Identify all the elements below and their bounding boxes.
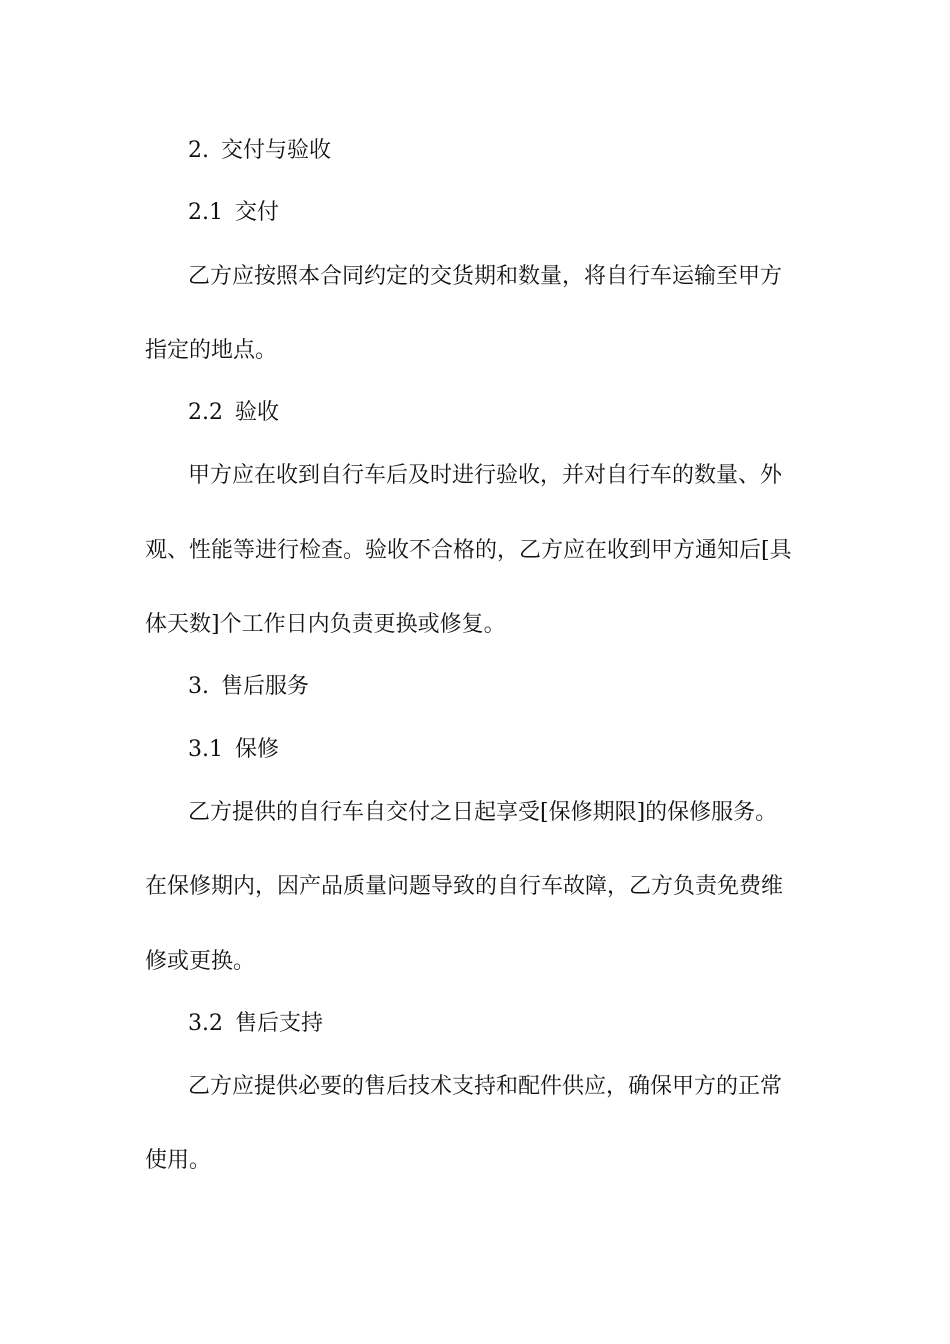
subsection-title: 验收 bbox=[235, 400, 280, 425]
paragraph-line: 乙方应提供必要的售后技术支持和配件供应，确保甲方的正常 bbox=[188, 1074, 783, 1099]
section-2-heading bbox=[0, 136, 950, 166]
paragraph-line: 在保修期内，因产品质量问题导致的自行车故障，乙方负责免费维 bbox=[145, 874, 784, 899]
section-number: 2. bbox=[188, 138, 209, 163]
paragraph-line: 使用。 bbox=[145, 1148, 212, 1173]
section-title: 售后服务 bbox=[221, 674, 310, 699]
subsection-number: 2.2 bbox=[188, 400, 223, 425]
paragraph-line: 乙方应按照本合同约定的交货期和数量，将自行车运输至甲方 bbox=[188, 264, 783, 289]
paragraph-line: 乙方提供的自行车自交付之日起享受[保修期限]的保修服务。 bbox=[188, 800, 778, 825]
paragraph-line: 甲方应在收到自行车后及时进行验收，并对自行车的数量、外 bbox=[188, 463, 783, 488]
subsection-title: 交付 bbox=[235, 200, 280, 225]
section-3-heading bbox=[0, 672, 950, 702]
section-title: 交付与验收 bbox=[221, 138, 332, 163]
subsection-3-1-heading bbox=[0, 735, 950, 765]
subsection-number: 3.1 bbox=[188, 737, 223, 762]
subsection-title: 保修 bbox=[235, 737, 280, 762]
subsection-title: 售后支持 bbox=[235, 1011, 324, 1036]
subsection-3-2-heading bbox=[0, 1009, 950, 1039]
paragraph-line: 体天数]个工作日内负责更换或修复。 bbox=[145, 612, 506, 637]
paragraph-line: 指定的地点。 bbox=[145, 338, 278, 363]
subsection-number: 3.2 bbox=[188, 1011, 223, 1036]
subsection-2-2-heading bbox=[0, 398, 950, 428]
paragraph-line: 观、性能等进行检查。验收不合格的，乙方应在收到甲方通知后[具 bbox=[145, 538, 792, 563]
paragraph-line: 修或更换。 bbox=[145, 949, 256, 974]
section-number: 3. bbox=[188, 674, 209, 699]
subsection-2-1-heading bbox=[0, 198, 950, 228]
subsection-number: 2.1 bbox=[188, 200, 223, 225]
